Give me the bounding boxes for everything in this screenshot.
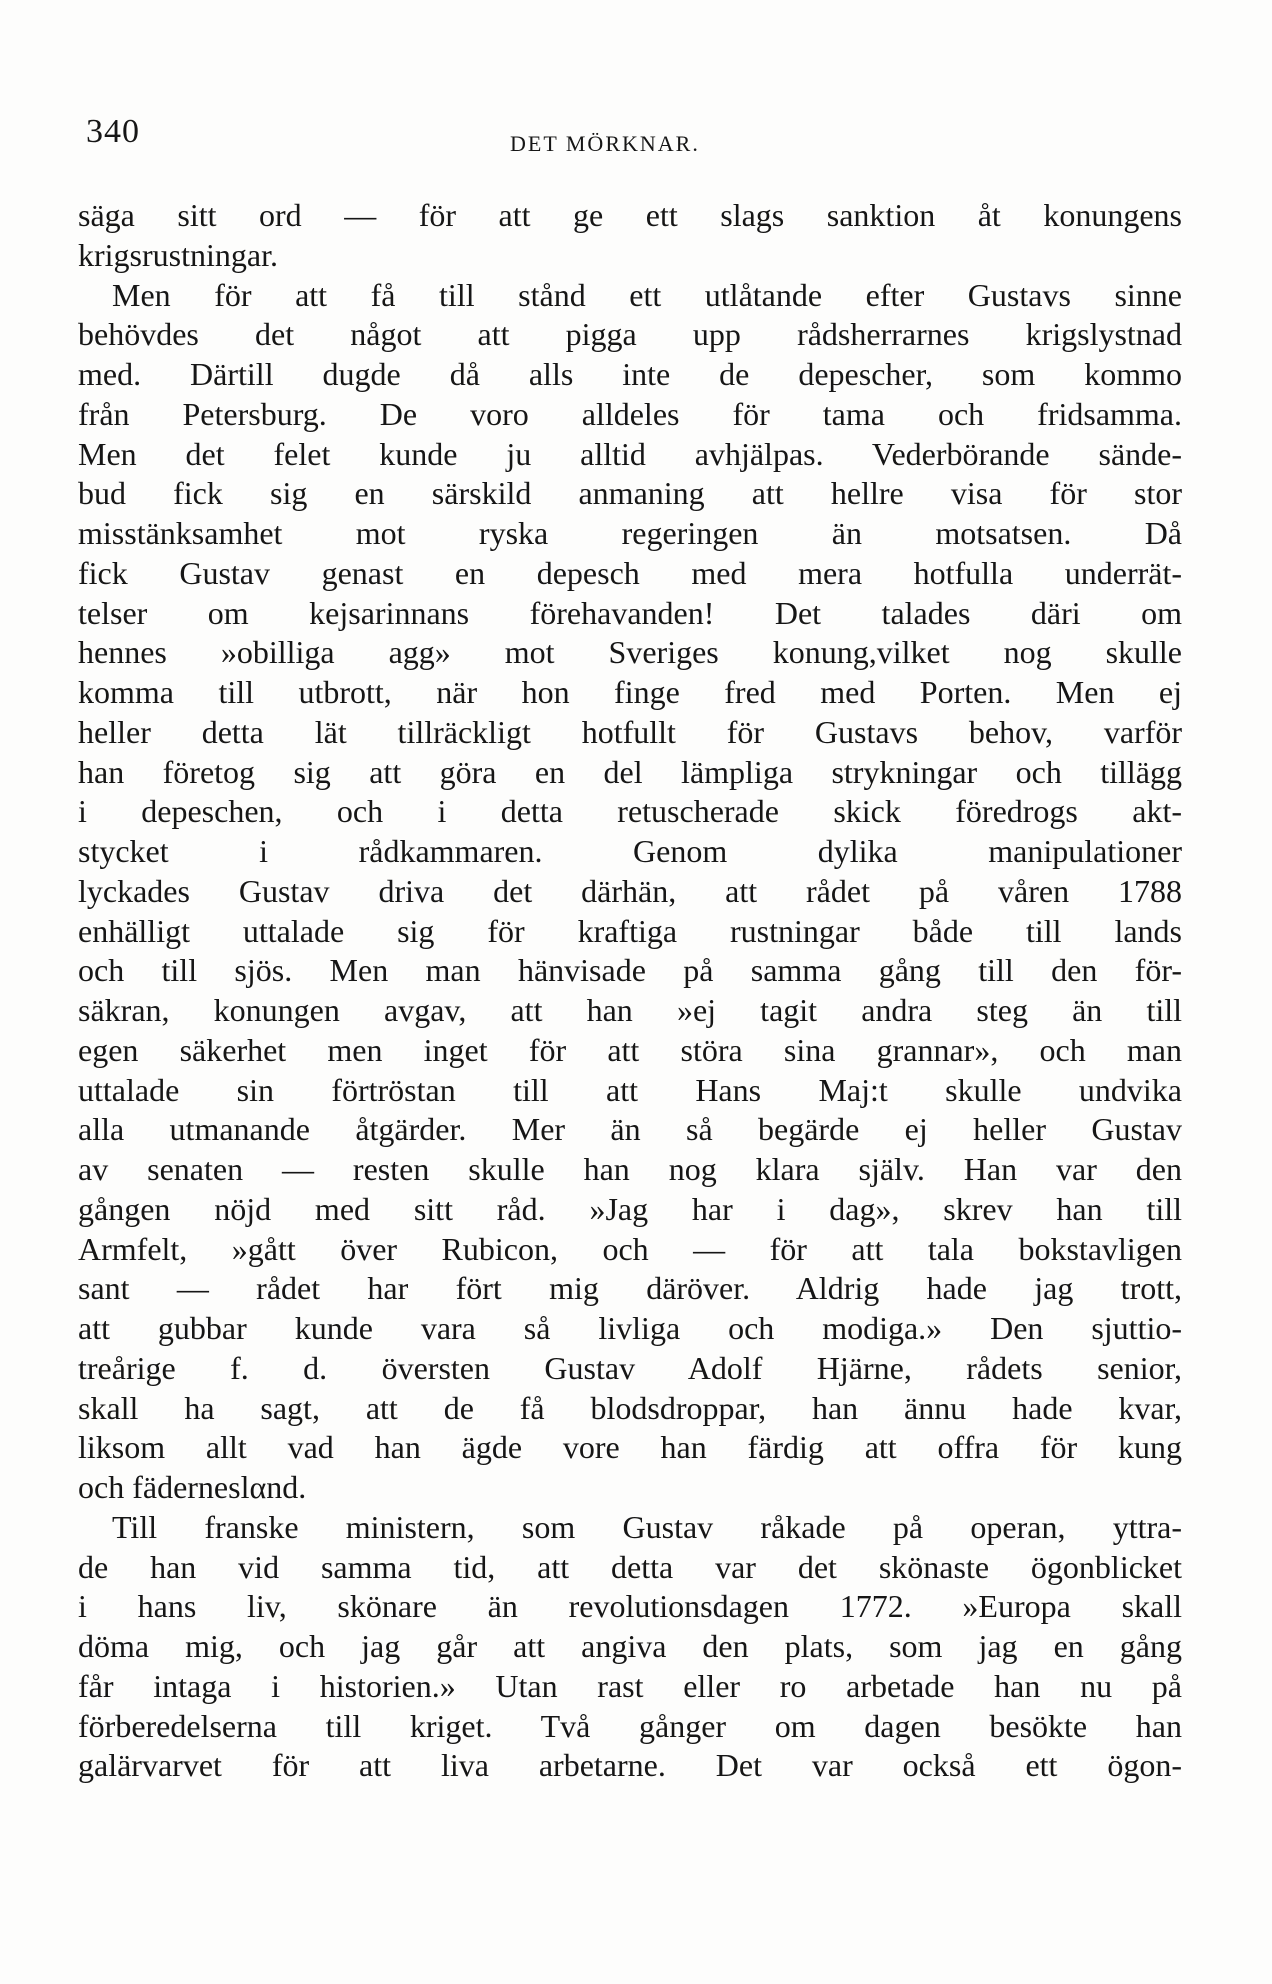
text-line: får intaga i historien.» Utan rast eller ro arbetade han nu på (78, 1667, 1182, 1704)
text-line: förberedelserna till kriget. Två gånger om dagen besökte han (78, 1707, 1182, 1744)
text-line: han företog sig att göra en del lämpliga strykningar och tillägg (78, 753, 1182, 790)
text-line: och till sjös. Men man hänvisade på samma gång till den för- (78, 952, 1182, 989)
text-line: att gubbar kunde vara så livliga och modiga.» Den sjuttio- (78, 1310, 1182, 1346)
text-line: sant — rådet har fört mig däröver. Aldrig hade jag trott, (78, 1270, 1182, 1307)
text-line: heller detta lät tillräckligt hotfullt för Gustavs behov, varför (78, 713, 1182, 750)
page-number: 340 (86, 113, 140, 150)
running-title: DET MÖRKNAR. (510, 131, 700, 156)
text-line: av senaten — resten skulle han nog klara själv. Han var den (78, 1151, 1182, 1187)
text-line: i depeschen, och i detta retuscherade skick föredrogs akt- (78, 793, 1182, 830)
text-line: fick Gustav genast en depesch med mera hotfulla underrät- (78, 554, 1182, 591)
text-line: i hans liv, skönare än revolutionsdagen 1772. »Europa skall (78, 1588, 1182, 1625)
text-line: galärvarvet för att liva arbetarne. Det var också ett ögon- (78, 1747, 1182, 1784)
text-line: från Petersburg. De voro alldeles för tama och fridsamma. (78, 395, 1182, 432)
text-line: lyckades Gustav driva det därhän, att rådet på våren 1788 (78, 872, 1182, 909)
text-line: gången nöjd med sitt råd. »Jag har i dag», skrev han till (78, 1190, 1182, 1227)
text-line: döma mig, och jag går att angiva den plats, som jag en gång (78, 1628, 1182, 1664)
text-line: komma till utbrott, när hon finge fred med Porten. Men ej (78, 674, 1182, 710)
text-line: liksom allt vad han ägde vore han färdig att offra för kung (78, 1429, 1182, 1466)
text-line: med. Därtill dugde då alls inte de depescher, som kommo (78, 356, 1182, 392)
text-line: behövdes det något att pigga upp rådsherrarnes krigslystnad (78, 316, 1182, 353)
text-line: bud fick sig en särskild anmaning att hellre visa för stor (78, 475, 1182, 512)
text-line: hennes »obilliga agg» mot Sveriges konung,vilket nog skulle (78, 634, 1182, 671)
text-line: alla utmanande åtgärder. Mer än så begärde ej heller Gustav (78, 1111, 1182, 1148)
text-line: uttalade sin förtröstan till att Hans Maj:t skulle undvika (78, 1071, 1182, 1108)
text-line: Armfelt, »gått över Rubicon, och — för att tala bokstavligen (78, 1230, 1182, 1267)
text-line: stycket i rådkammaren. Genom dylika manipulationer (78, 833, 1182, 869)
text-line: enhälligt uttalade sig för kraftiga rustningar både till lands (78, 912, 1182, 949)
text-line: Men för att få till stånd ett utlåtande efter Gustavs sinne (112, 276, 1182, 313)
body-text (78, 196, 1182, 1786)
text-line: egen säkerhet men inget för att störa sina grannar», och man (78, 1031, 1182, 1068)
running-head (86, 112, 1186, 162)
text-line: misstänksamhet mot ryska regeringen än motsatsen. Då (78, 515, 1182, 551)
text-line: Men det felet kunde ju alltid avhjälpas. Vederbörande sände- (78, 435, 1182, 472)
text-line: och fäderneslαnd. (78, 1469, 307, 1505)
text-line: Till franske ministern, som Gustav råkade på operan, yttra- (112, 1508, 1182, 1545)
text-line: treårige f. d. översten Gustav Adolf Hjärne, rådets senior, (78, 1349, 1182, 1386)
text-line: telser om kejsarinnans förehavanden! Det talades däri om (78, 594, 1182, 631)
text-line: skall ha sagt, att de få blodsdroppar, han ännu hade kvar, (78, 1389, 1182, 1426)
text-line: säga sitt ord — för att ge ett slags sanktion åt konungens (78, 197, 1182, 233)
text-line: krigsrustningar. (78, 236, 278, 273)
text-line: säkran, konungen avgav, att han »ej tagit andra steg än till (78, 992, 1182, 1028)
text-line: de han vid samma tid, att detta var det skönaste ögonblicket (78, 1548, 1182, 1585)
